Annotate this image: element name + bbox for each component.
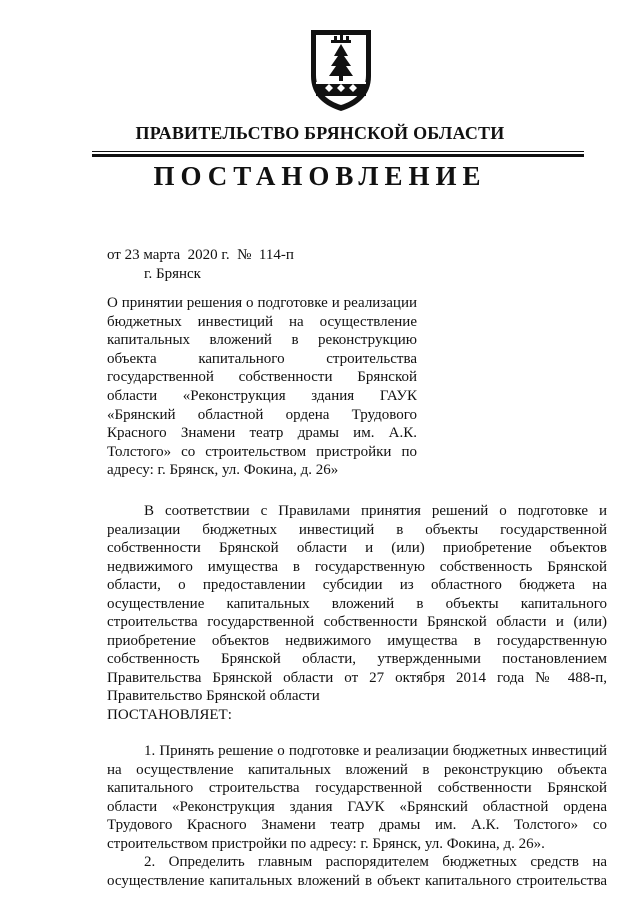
document-body [107, 502, 607, 890]
header-divider-thin [92, 151, 584, 152]
date-and-number: от 23 марта 2020 г. № 114-п [107, 247, 294, 263]
preamble-paragraph: В соответствии с Правилами принятия решений о подготовке и реализации бюджетных инвестиций в объекты государственной собственности Брянской области и (или) приобретение объектов недвижимого имущества в государственную собственность Брянской области, о предоставлении субсидии из областного бюджета на осуществление капитальных вложений в объекты капитального строительства государственной собственности Брянской области и (или) приобретение объектов недвижимого имущества в государственную собственность Брянской области, утвержденными постановлением Правительства Брянской области от 27 октября 2014 года № 488-п, Правительство Брянской области [107, 503, 607, 704]
document-subject: О принятии решения о подготовке и реализации бюджетных инвестиций на осуществление капитальных вложений в реконструкцию объекта капитального строительства государственной собственности Брянской области «Реконструкция здания ГАУК «Брянский областной ордена Трудового Красного Знамени театр драмы им. А.К. Толстого» со строительством пристройки по адресу: г. Брянск, ул. Фокина, д. 26» [107, 295, 417, 479]
item-1-paragraph: 1. Принять решение о подготовке и реализации бюджетных инвестиций на осуществление капитальных вложений в реконструкцию объекта капитального строительства государственной собственности Брянской области «Реконструкция здания ГАУК «Брянский областной ордена Трудового Красного Знамени театр драмы им. А.К. Толстого» со строительством пристройки по адресу: г. Брянск, ул. Фокина, д. 26». [107, 743, 607, 852]
document-type-title: ПОСТАНОВЛЕНИЕ [153, 161, 487, 191]
item-2-paragraph: 2. Определить главным распорядителем бюджетных средств на осуществление капитальных вложений в объект капитального строительства [107, 854, 607, 889]
coat-of-arms-icon [301, 24, 381, 113]
document-meta [107, 246, 294, 284]
header-divider-thick [92, 154, 584, 157]
resolves-heading: ПОСТАНОВЛЯЕТ: [107, 706, 232, 723]
paragraph-spacer [107, 724, 607, 742]
city-line: г. Брянск [144, 266, 201, 282]
organization-title: ПРАВИТЕЛЬСТВО БРЯНСКОЙ ОБЛАСТИ [135, 123, 505, 143]
